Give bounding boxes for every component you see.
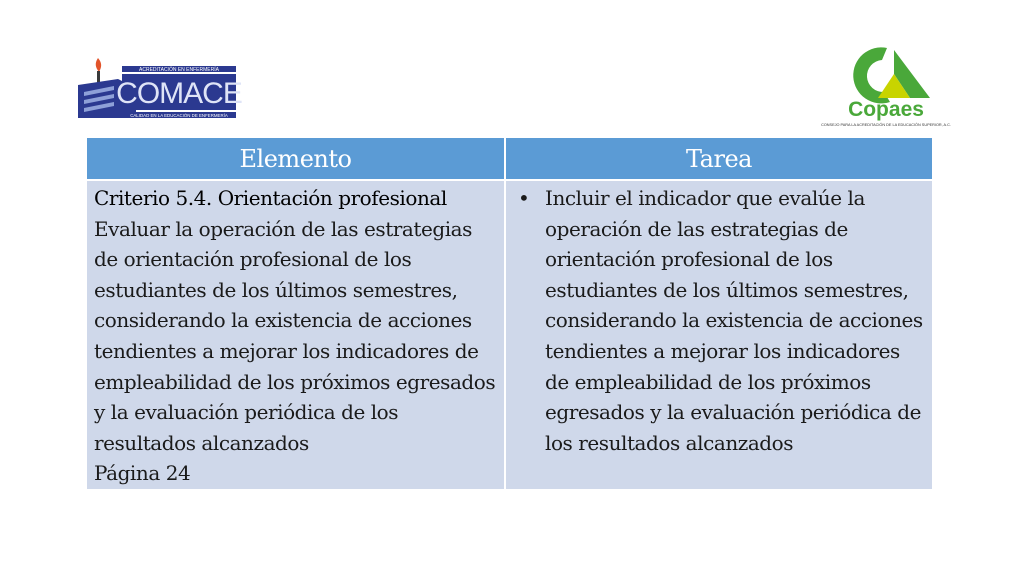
copaes-logo-graphic: [821, 40, 951, 136]
task-cell: [505, 180, 932, 489]
comace-name: COMACE: [116, 77, 242, 110]
criteria-table: [87, 138, 932, 489]
list-item: [518, 183, 924, 458]
header-tarea: Tarea: [505, 138, 932, 180]
table-header-row: [87, 138, 932, 180]
comace-top-text: ACREDITACIÓN EN ENFERMERÍA: [139, 67, 219, 73]
criterion-description: Evaluar la operación de las estrategias de orientación profesional de los estudiantes de los últimos semestres, considerando la existencia de acciones tendientes a mejorar los indicadores de empleabilidad de los próximos egresados y la evaluación periódica de los resultados alcanzados: [94, 216, 496, 455]
element-cell: [87, 180, 505, 489]
comace-logo-graphic: [74, 52, 240, 126]
task-list: [513, 183, 924, 458]
copaes-logo: [821, 40, 951, 136]
copaes-name: Copaes: [848, 98, 924, 121]
table-row: [87, 180, 932, 489]
task-text: Incluir el indicador que evalúe la operación de las estrategias de orientación profesional de los estudiantes de los últimos semestres, considerando la existencia de acciones tendientes a mejorar los indicadores de empleabilidad de los próximos egresados y la evaluación periódica de los resultados alcanzados: [545, 186, 923, 455]
criterion-title: Criterio 5.4. Orientación profesional: [94, 186, 447, 210]
header-elemento: Elemento: [87, 138, 505, 180]
bullet-icon: •: [518, 186, 530, 210]
comace-logo: [74, 52, 240, 126]
copaes-subtitle: CONSEJO PARA LA ACREDITACIÓN DE LA EDUCACIÓN SUPERIOR, A.C.: [821, 123, 951, 127]
criterion-page: Página 24: [94, 461, 191, 486]
comace-bottom-text: CALIDAD EN LA EDUCACIÓN DE ENFERMERÍA: [130, 113, 228, 118]
flame-icon: [96, 58, 101, 72]
